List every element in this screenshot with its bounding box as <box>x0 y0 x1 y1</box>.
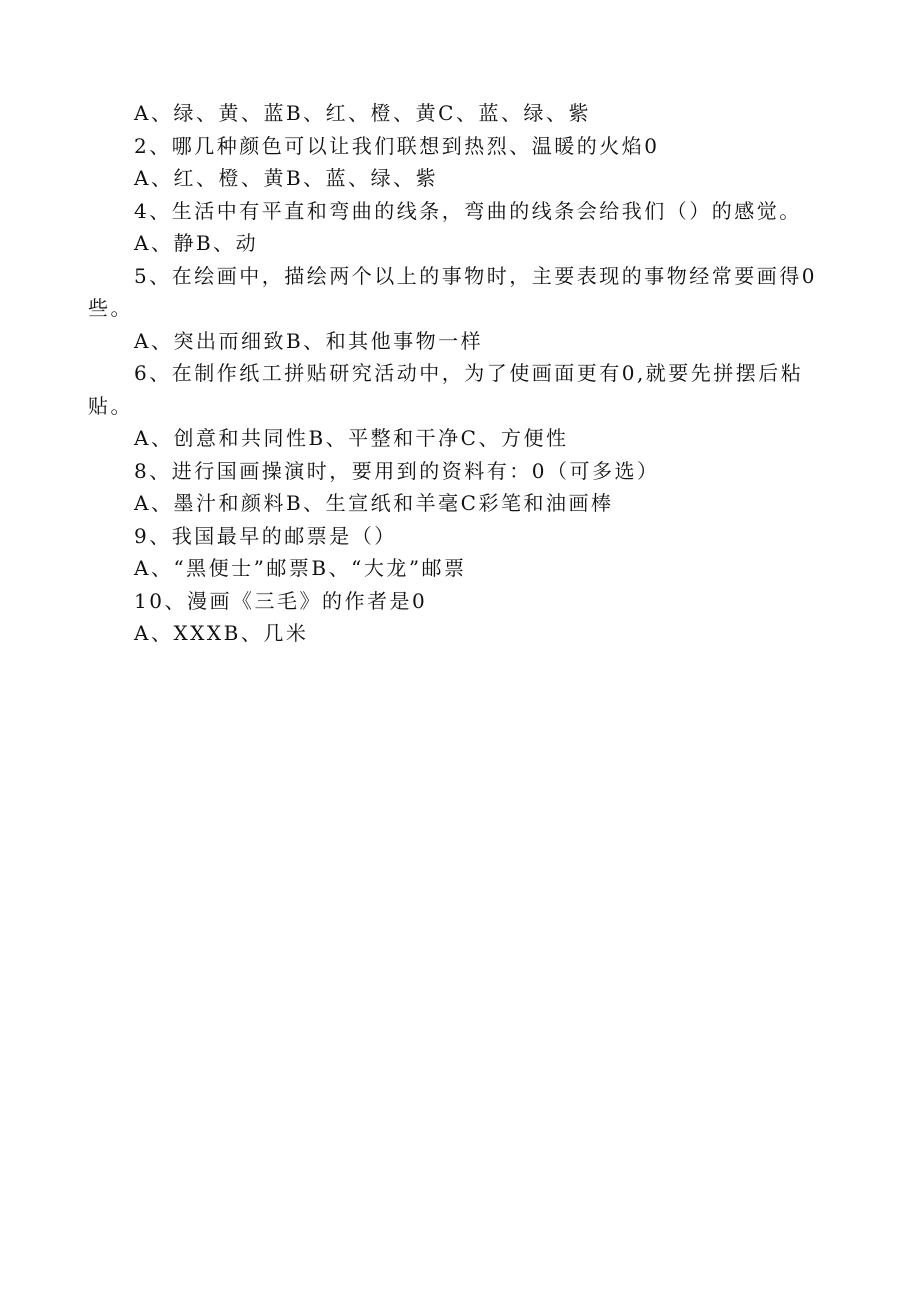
question-8: 8、进行国画操演时，要用到的资料有：0（可多选） <box>134 458 660 483</box>
answer-options-q1: A、绿、黄、蓝B、红、橙、黄C、蓝、绿、紫 <box>134 101 591 125</box>
answer-options-q2: A、红、橙、黄B、蓝、绿、紫 <box>134 166 439 190</box>
answer-options-q6: A、创意和共同性B、平整和干净C、方便性 <box>134 426 569 450</box>
question-4: 4、生活中有平直和弯曲的线条，弯曲的线条会给我们（）的感觉。 <box>134 198 802 223</box>
question-2: 2、哪几种颜色可以让我们联想到热烈、温暖的火焰0 <box>134 133 660 158</box>
question-6: 6、在制作纸工拼贴研究活动中，为了使画面更有0,就要先拼摆后粘贴。 <box>88 361 804 418</box>
answer-options-q9: A、“黑便士”邮票B、“大龙”邮票 <box>134 556 467 580</box>
answer-options-q10: A、XXXB、几米 <box>134 621 309 645</box>
answer-options-q5: A、突出而细致B、和其他事物一样 <box>134 328 484 353</box>
question-10: 10、漫画《三毛》的作者是0 <box>134 588 428 613</box>
question-9: 9、我国最早的邮票是（） <box>134 523 397 548</box>
answer-options-q8: A、墨汁和颜料B、生宣纸和羊毫C彩笔和油画棒 <box>134 491 614 515</box>
quiz-content <box>88 97 828 650</box>
question-5: 5、在绘画中，描绘两个以上的事物时，主要表现的事物经常要画得0些。 <box>88 263 817 320</box>
answer-options-q4: A、静B、动 <box>134 231 259 255</box>
